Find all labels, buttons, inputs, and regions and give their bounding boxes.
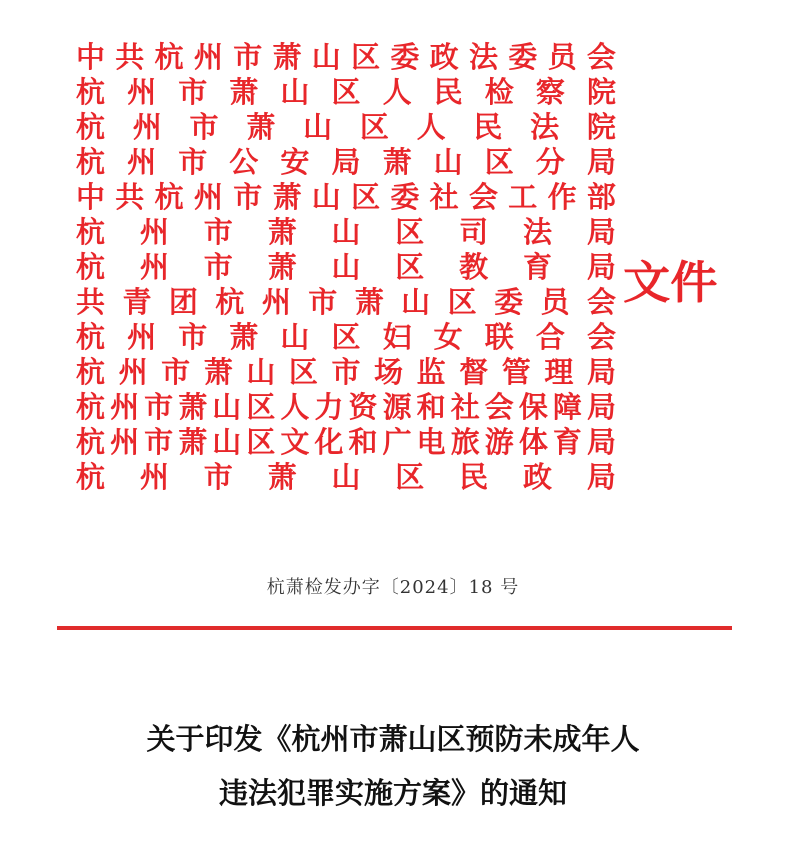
- issuer-char: 州: [110, 390, 140, 424]
- issuer-line: [76, 320, 616, 355]
- issuer-char: 杭: [76, 390, 106, 424]
- issuer-char: 游: [484, 425, 514, 459]
- issuer-char: 公: [229, 145, 259, 179]
- issuer-char: 和: [416, 390, 446, 424]
- issuer-char: 州: [139, 460, 169, 494]
- issuer-char: 萧: [203, 355, 233, 389]
- issuer-char: 文: [280, 425, 310, 459]
- issuer-char: 区: [359, 110, 389, 144]
- issuer-char: 和: [348, 425, 378, 459]
- issuer-char: 山: [280, 75, 310, 109]
- issuer-char: 会: [484, 390, 514, 424]
- issuer-char: 政: [523, 460, 553, 494]
- issuer-char: 育: [552, 425, 582, 459]
- issuer-char: 区: [246, 425, 276, 459]
- issuer-char: 院: [586, 110, 616, 144]
- issuer-line: [76, 250, 616, 285]
- document-header-suffix: 文件: [623, 256, 718, 309]
- issuer-char: 社: [450, 390, 480, 424]
- issuer-char: 政: [429, 40, 459, 74]
- issuer-char: 区: [395, 250, 425, 284]
- issuer-char: 工: [508, 180, 538, 214]
- issuer-line: [76, 355, 616, 390]
- issuer-char: 市: [161, 355, 191, 389]
- issuer-char: 山: [212, 425, 242, 459]
- issuer-char: 局: [586, 390, 616, 424]
- red-separator-line: [57, 626, 732, 630]
- issuer-char: 中: [76, 180, 106, 214]
- issuer-char: 州: [261, 285, 291, 319]
- issuer-char: 市: [331, 355, 361, 389]
- document-number: 杭萧检发办字〔2024〕18 号: [266, 577, 520, 598]
- issuer-char: 障: [552, 390, 582, 424]
- issuer-char: 资: [348, 390, 378, 424]
- issuer-char: 共: [115, 180, 145, 214]
- issuer-char: 广: [382, 425, 412, 459]
- issuer-char: 市: [144, 425, 174, 459]
- issuer-char: 区: [484, 145, 514, 179]
- issuer-char: 州: [139, 215, 169, 249]
- issuer-line: [76, 460, 616, 495]
- issuer-char: 局: [586, 460, 616, 494]
- issuer-char: 市: [308, 285, 338, 319]
- issuer-char: 督: [459, 355, 489, 389]
- issuer-char: 萧: [272, 40, 302, 74]
- issuer-char: 萧: [354, 285, 384, 319]
- issuer-char: 杭: [76, 145, 106, 179]
- issuer-char: 区: [331, 320, 361, 354]
- issuer-char: 市: [203, 460, 233, 494]
- issuer-char: 州: [132, 110, 162, 144]
- issuer-char: 作: [547, 180, 577, 214]
- issuer-char: 会: [586, 320, 616, 354]
- issuer-char: 体: [518, 425, 548, 459]
- issuer-line: [76, 285, 616, 320]
- issuer-char: 山: [401, 285, 431, 319]
- issuer-char: 萧: [246, 110, 276, 144]
- issuer-char: 部: [586, 180, 616, 214]
- issuer-char: 局: [586, 355, 616, 389]
- issuer-char: 杭: [76, 110, 106, 144]
- issuer-char: 合: [535, 320, 565, 354]
- issuer-char: 区: [331, 75, 361, 109]
- issuer-char: 委: [390, 40, 420, 74]
- issuer-char: 杭: [215, 285, 245, 319]
- issuer-char: 萧: [178, 390, 208, 424]
- issuer-char: 局: [586, 145, 616, 179]
- issuer-char: 司: [459, 215, 489, 249]
- issuer-char: 法: [530, 110, 560, 144]
- issuer-char: 人: [416, 110, 446, 144]
- issuer-char: 监: [416, 355, 446, 389]
- issuer-char: 局: [586, 250, 616, 284]
- issuer-char: 市: [178, 75, 208, 109]
- issuer-line: [76, 75, 616, 110]
- issuer-char: 社: [429, 180, 459, 214]
- issuer-char: 区: [288, 355, 318, 389]
- issuer-char: 人: [382, 75, 412, 109]
- issuer-char: 萧: [267, 250, 297, 284]
- issuer-char: 市: [233, 40, 263, 74]
- issuer-char: 州: [127, 320, 157, 354]
- issuer-char: 妇: [382, 320, 412, 354]
- issuer-char: 委: [508, 40, 538, 74]
- issuer-char: 法: [523, 215, 553, 249]
- issuer-line: [76, 390, 616, 425]
- issuer-char: 市: [203, 215, 233, 249]
- issuer-char: 市: [178, 320, 208, 354]
- issuer-char: 理: [544, 355, 574, 389]
- issuer-char: 检: [484, 75, 514, 109]
- issuer-char: 教: [459, 250, 489, 284]
- issuer-char: 民: [473, 110, 503, 144]
- issuer-char: 化: [314, 425, 344, 459]
- document-title: [0, 712, 786, 820]
- issuer-char: 中: [76, 40, 106, 74]
- issuer-char: 萧: [382, 145, 412, 179]
- issuer-char: 杭: [76, 215, 106, 249]
- issuer-line: [76, 180, 616, 215]
- issuer-char: 山: [280, 320, 310, 354]
- issuer-char: 杭: [76, 320, 106, 354]
- issuer-char: 萧: [267, 215, 297, 249]
- issuer-char: 会: [468, 180, 498, 214]
- issuer-char: 杭: [154, 180, 184, 214]
- issuer-char: 杭: [76, 250, 106, 284]
- issuer-char: 区: [351, 40, 381, 74]
- issuer-char: 民: [459, 460, 489, 494]
- issuer-char: 区: [395, 460, 425, 494]
- issuer-char: 场: [374, 355, 404, 389]
- issuer-char: 萧: [272, 180, 302, 214]
- issuer-char: 山: [433, 145, 463, 179]
- issuer-char: 源: [382, 390, 412, 424]
- issuer-char: 萧: [178, 425, 208, 459]
- issuer-char: 州: [110, 425, 140, 459]
- issuer-char: 电: [416, 425, 446, 459]
- issuer-char: 局: [586, 215, 616, 249]
- issuer-char: 山: [311, 40, 341, 74]
- issuer-char: 州: [139, 250, 169, 284]
- issuer-char: 杭: [76, 75, 106, 109]
- issuer-line: [76, 215, 616, 250]
- issuer-char: 共: [115, 40, 145, 74]
- issuer-char: 州: [127, 75, 157, 109]
- issuer-char: 旅: [450, 425, 480, 459]
- issuer-char: 杭: [76, 355, 106, 389]
- issuer-char: 委: [494, 285, 524, 319]
- issuer-char: 员: [540, 285, 570, 319]
- issuer-char: 法: [468, 40, 498, 74]
- issuer-char: 山: [331, 460, 361, 494]
- issuer-char: 委: [390, 180, 420, 214]
- issuer-char: 州: [193, 40, 223, 74]
- issuer-char: 育: [523, 250, 553, 284]
- issuer-char: 保: [518, 390, 548, 424]
- issuer-char: 萧: [229, 320, 259, 354]
- issuer-line: [76, 425, 616, 460]
- issuer-char: 市: [203, 250, 233, 284]
- issuer-char: 管: [501, 355, 531, 389]
- issuer-char: 市: [189, 110, 219, 144]
- issuer-char: 市: [233, 180, 263, 214]
- issuer-char: 员: [547, 40, 577, 74]
- issuer-char: 区: [351, 180, 381, 214]
- issuer-char: 市: [144, 390, 174, 424]
- issuer-char: 青: [122, 285, 152, 319]
- issuer-char: 会: [586, 285, 616, 319]
- issuer-char: 萧: [267, 460, 297, 494]
- issuer-char: 山: [212, 390, 242, 424]
- issuer-char: 会: [586, 40, 616, 74]
- issuer-char: 院: [586, 75, 616, 109]
- issuer-char: 杭: [76, 460, 106, 494]
- issuer-char: 区: [246, 390, 276, 424]
- issuer-char: 州: [193, 180, 223, 214]
- issuer-char: 人: [280, 390, 310, 424]
- issuer-char: 萧: [229, 75, 259, 109]
- issuer-char: 安: [280, 145, 310, 179]
- issuer-char: 局: [586, 425, 616, 459]
- title-line-1: 关于印发《杭州市萧山区预防未成年人: [146, 722, 640, 756]
- issuer-char: 女: [433, 320, 463, 354]
- issuer-char: 区: [395, 215, 425, 249]
- issuer-char: 州: [127, 145, 157, 179]
- issuer-char: 分: [535, 145, 565, 179]
- issuer-char: 共: [76, 285, 106, 319]
- issuer-char: 区: [447, 285, 477, 319]
- title-line-2: 违法犯罪实施方案》的通知: [218, 776, 567, 810]
- issuer-char: 民: [433, 75, 463, 109]
- issuer-char: 团: [168, 285, 198, 319]
- issuer-char: 山: [331, 250, 361, 284]
- issuer-line: [76, 40, 616, 75]
- issuer-char: 山: [246, 355, 276, 389]
- issuer-char: 联: [484, 320, 514, 354]
- issuer-char: 力: [314, 390, 344, 424]
- issuer-char: 察: [535, 75, 565, 109]
- issuing-authorities: [76, 40, 616, 495]
- issuer-char: 山: [311, 180, 341, 214]
- issuer-line: [76, 145, 616, 180]
- issuer-char: 山: [331, 215, 361, 249]
- issuer-char: 山: [303, 110, 333, 144]
- issuer-char: 局: [331, 145, 361, 179]
- issuer-char: 市: [178, 145, 208, 179]
- issuer-char: 州: [118, 355, 148, 389]
- issuer-char: 杭: [76, 425, 106, 459]
- issuer-char: 杭: [154, 40, 184, 74]
- issuer-line: [76, 110, 616, 145]
